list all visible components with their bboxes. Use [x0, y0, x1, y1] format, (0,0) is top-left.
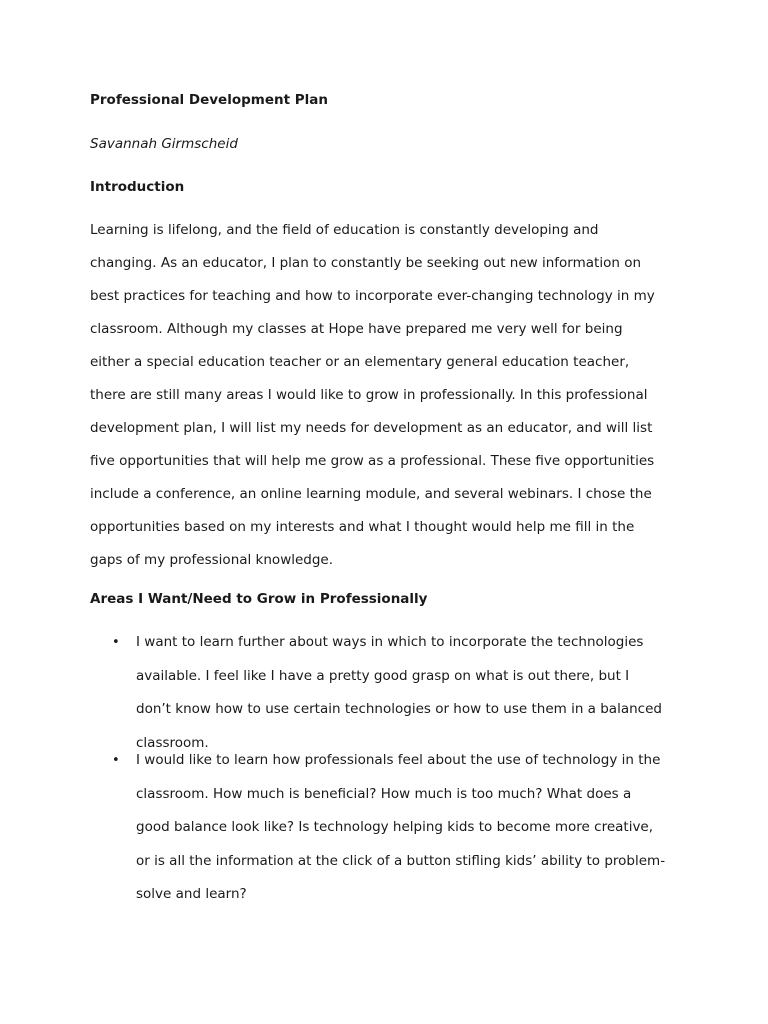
introduction-heading: Introduction — [90, 179, 185, 195]
paragraph-line: opportunities based on my interests and what I thought would help me fill in the — [90, 519, 635, 535]
paragraph-line: Learning is lifelong, and the field of education is constantly developing and — [90, 222, 599, 238]
bullet-line: solve and learn? — [136, 886, 247, 902]
paragraph-line: five opportunities that will help me grow as a professional. These five opportunities — [90, 453, 655, 469]
bullet-line: or is all the information at the click of a button stifling kids’ ability to problem- — [136, 852, 666, 869]
list-item — [90, 626, 690, 760]
paragraph-line: include a conference, an online learning module, and several webinars. I chose the — [90, 486, 652, 502]
paragraph-line: gaps of my professional knowledge. — [90, 552, 334, 568]
bullet-line: I want to learn further about ways in which to incorporate the technologies — [136, 634, 644, 650]
list-item — [90, 744, 690, 912]
bullet-line: good balance look like? Is technology helping kids to become more creative, — [136, 819, 654, 835]
document-title: Professional Development Plan — [90, 92, 328, 108]
bullet-line: classroom. — [136, 734, 209, 751]
bullet-line: I would like to learn how professionals feel about the use of technology in the — [136, 752, 661, 768]
paragraph-line: classroom. Although my classes at Hope have prepared me very well for being — [90, 321, 623, 337]
bullet-line: classroom. How much is beneficial? How much is too much? What does a — [136, 785, 632, 802]
paragraph-line: changing. As an educator, I plan to constantly be seeking out new information on — [90, 255, 642, 271]
introduction-paragraph — [90, 214, 690, 577]
bullet-line: available. I feel like I have a pretty good grasp on what is out there, but I — [136, 667, 630, 684]
bullet-icon: • — [112, 635, 120, 650]
document-body — [90, 89, 690, 912]
paragraph-line: best practices for teaching and how to incorporate ever-changing technology in my — [90, 288, 655, 304]
areas-heading: Areas I Want/Need to Grow in Professionally — [90, 591, 428, 607]
bullet-line: don’t know how to use certain technologies or how to use them in a balanced — [136, 701, 662, 717]
paragraph-line: there are still many areas I would like to grow in professionally. In this professional — [90, 387, 648, 403]
paragraph-line: either a special education teacher or an elementary general education teacher, — [90, 354, 630, 370]
paragraph-line: development plan, I will list my needs for development as an educator, and will list — [90, 420, 653, 436]
author-name: Savannah Girmscheid — [90, 136, 238, 152]
bullet-list — [90, 626, 690, 912]
bullet-icon: • — [112, 753, 120, 768]
